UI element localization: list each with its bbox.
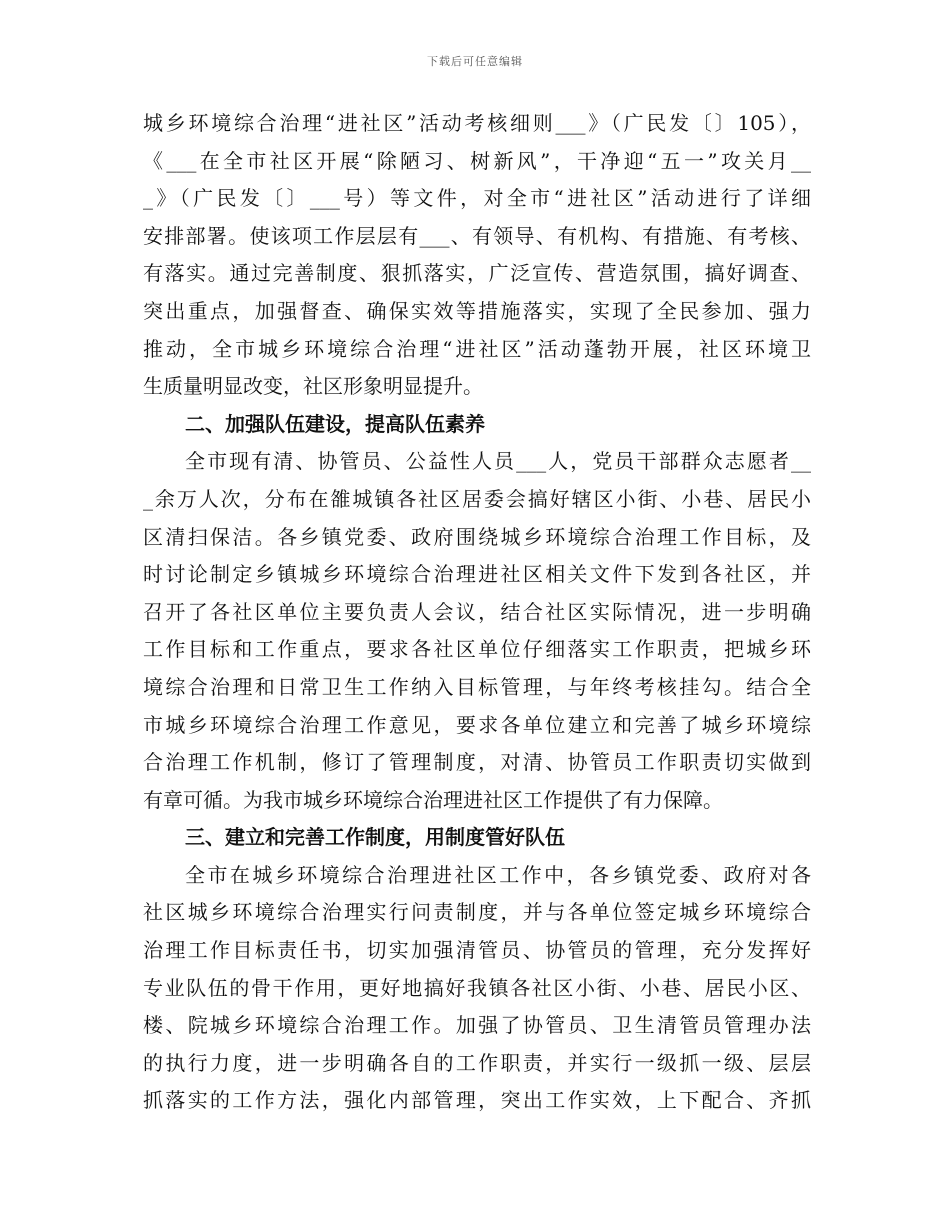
text-line: 生质量明显改变，社区形象明显提升。 (143, 374, 483, 399)
text-line: 召开了各社区单位主要负责人会议，结合社区实际情况，进一步明确 (143, 599, 811, 624)
text-line: 社区城乡环境综合治理实行问责制度，并与各单位签定城乡环境综合 (143, 900, 811, 925)
text-line: 有落实。通过完善制度、狠抓落实，广泛宣传、营造氛围，搞好调查、 (143, 261, 811, 286)
document-body (143, 105, 811, 1120)
text-line: 全市现有清、协管员、公益性人员___人，党员干部群众志愿者__ (185, 449, 811, 474)
paragraph-3 (143, 857, 811, 1120)
text-line: 楼、院城乡环境综合治理工作。加强了协管员、卫生清管员管理办法 (143, 1013, 811, 1038)
text-line: 城乡环境综合治理“进社区”活动考核细则___》（广民发〔〕105）， (143, 111, 811, 135)
text-line: _余万人次，分布在雒城镇各社区居委会搞好辖区小街、小巷、居民小 (143, 486, 811, 511)
text-line: 推动，全市城乡环境综合治理“进社区”活动蓬勃开展，社区环境卫 (143, 336, 811, 361)
text-line: 合治理工作机制，修订了管理制度，对清、协管员工作职责切实做到 (143, 750, 811, 775)
text-line: 全市在城乡环境综合治理进社区工作中，各乡镇党委、政府对各 (185, 862, 811, 887)
text-line: 《___在全市社区开展“除陋习、树新风”，干净迎“五一”攻关月__ (143, 148, 811, 173)
text-line: 抓落实的工作方法，强化内部管理，突出工作实效，上下配合、齐抓 (143, 1088, 811, 1113)
text-line: 市城乡环境综合治理工作意见，要求各单位建立和完善了城乡环境综 (143, 712, 811, 737)
paragraph-2 (143, 443, 811, 819)
text-line: 时讨论制定乡镇城乡环境综合治理进社区相关文件下发到各社区，并 (143, 562, 811, 587)
section-heading-3: 三、建立和完善工作制度，用制度管好队伍 (185, 825, 565, 850)
text-line: 境综合治理和日常卫生工作纳入目标管理，与年终考核挂勾。结合全 (143, 674, 811, 699)
text-line: 有章可循。为我市城乡环境综合治理进社区工作提供了有力保障。 (143, 787, 723, 812)
text-line: _》（广民发〔〕___号）等文件，对全市“进社区”活动进行了详细 (143, 186, 811, 211)
text-line: 工作目标和工作重点，要求各社区单位仔细落实工作职责，把城乡环 (143, 637, 811, 662)
text-line: 治理工作目标责任书，切实加强清管员、协管员的管理，充分发挥好 (143, 938, 811, 963)
section-heading-2: 二、加强队伍建设，提高队伍素养 (185, 411, 485, 436)
paragraph-1 (143, 105, 811, 406)
text-line: 突出重点，加强督查、确保实效等措施落实，实现了全民参加、强力 (143, 298, 811, 323)
text-line: 区清扫保洁。各乡镇党委、政府围绕城乡环境综合治理工作目标，及 (143, 524, 811, 549)
text-line: 安排部署。使该项工作层层有___、有领导、有机构、有措施、有考核、 (143, 223, 811, 248)
text-line: 的执行力度，进一步明确各自的工作职责，并实行一级抓一级、层层 (143, 1050, 811, 1075)
text-line: 专业队伍的骨干作用，更好地搞好我镇各社区小街、小巷、居民小区、 (143, 975, 811, 1000)
page-header: 下载后可任意编辑 (427, 55, 523, 68)
